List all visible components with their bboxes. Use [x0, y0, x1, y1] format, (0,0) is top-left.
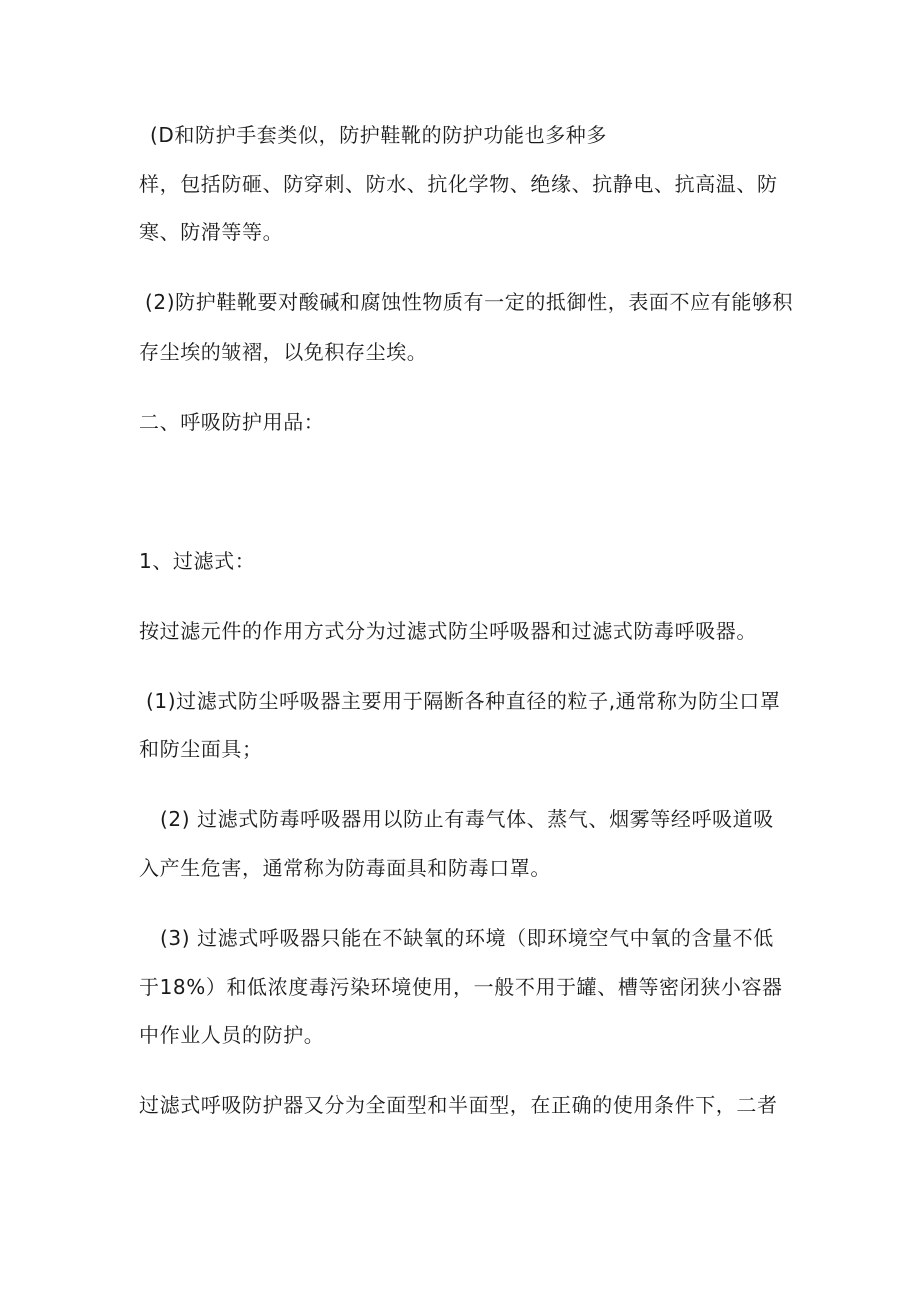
text-line: 按过滤元件的作用方式分为过滤式防尘呼吸器和过滤式防毒呼吸器。	[139, 619, 757, 643]
text-line: 过滤式呼吸防护器又分为全面型和半面型，在正确的使用条件下，二者	[139, 1093, 778, 1117]
text-line: 寒、防滑等等。	[139, 220, 284, 244]
text-line: 样，包括防砸、防穿刺、防水、抗化学物、绝缘、抗静电、抗高温、防	[139, 172, 778, 196]
text-line: 入产生危害，通常称为防毒面具和防毒口罩。	[139, 856, 551, 880]
subsection-heading: 1、过滤式：	[139, 549, 256, 573]
text-line: (1)过滤式防尘呼吸器主要用于隔断各种直径的粒子,通常称为防尘口罩	[146, 689, 781, 713]
text-line: 中作业人员的防护。	[139, 1023, 325, 1047]
text-line: 于18%）和低浓度毒污染环境使用，一般不用于罐、槽等密闭狭小容器	[139, 975, 783, 999]
text-line: (3) 过滤式呼吸器只能在不缺氧的环境（即环境空气中氧的含量不低	[160, 926, 774, 950]
text-line: (2)防护鞋靴要对酸碱和腐蚀性物质有一定的抵御性，表面不应有能够积	[145, 290, 794, 314]
text-line: (2) 过滤式防毒呼吸器用以防止有毒气体、蒸气、烟雾等经呼吸道吸	[160, 807, 774, 831]
text-line: 存尘埃的皱褶，以免积存尘埃。	[139, 340, 428, 364]
text-line: (D和防护手套类似，防护鞋靴的防护功能也多种多	[150, 123, 608, 147]
text-line: 和防尘面具；	[139, 737, 263, 761]
section-heading: 二、呼吸防护用品：	[139, 410, 325, 434]
